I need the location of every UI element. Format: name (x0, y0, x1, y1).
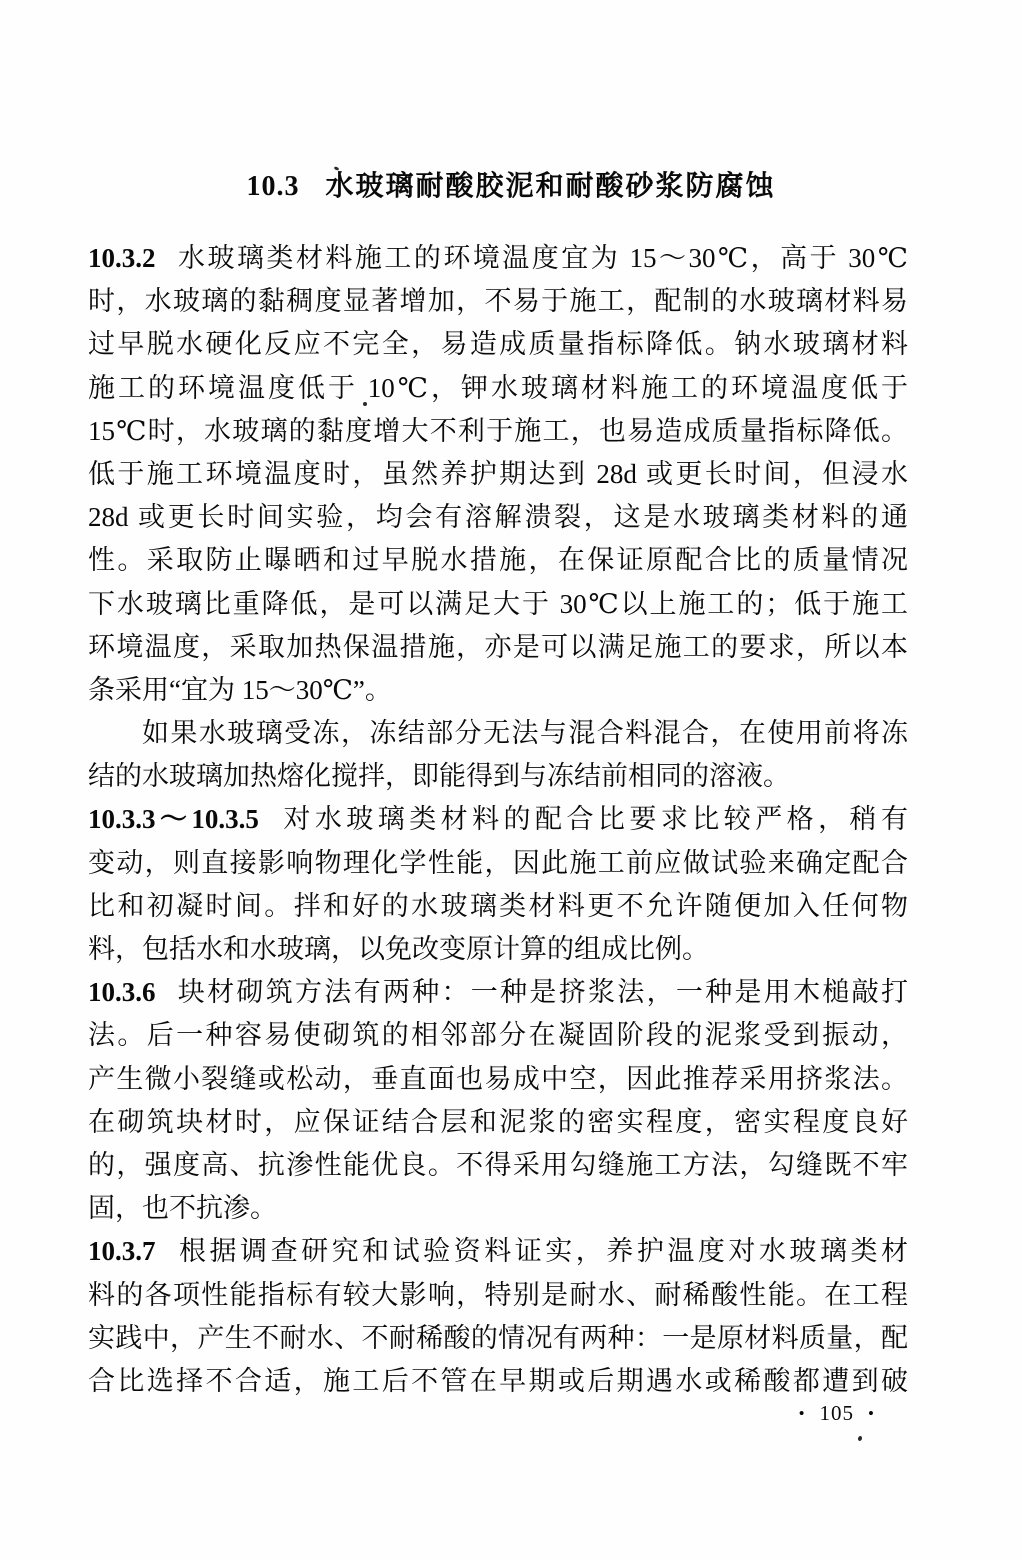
text-line (88, 1014, 908, 1057)
line-text: 性。采取防止曝晒和过早脱水措施，在保证原配合比的质量情况 (88, 545, 908, 576)
text-line (88, 971, 908, 1014)
clause-number: 10.3.3～10.3.5 (88, 804, 259, 835)
line-text: 时，水玻璃的黏稠度显著增加，不易于施工，配制的水玻璃材料易 (88, 286, 908, 317)
line-text: 料的各项性能指标有较大影响，特别是耐水、耐稀酸性能。在工程 (88, 1279, 908, 1310)
text-line (88, 928, 908, 971)
body-text (88, 237, 908, 1403)
line-text: 结的水玻璃加热熔化搅拌，即能得到与冻结前相同的溶液。 (88, 761, 790, 792)
text-line (88, 280, 908, 323)
line-text: 如果水玻璃受冻，冻结部分无法与混合料混合，在使用前将冻 (142, 718, 908, 749)
line-text: 过早脱水硬化反应不完全，易造成质量指标降低。钠水玻璃材料 (88, 329, 908, 360)
line-text: 水玻璃类材料施工的环境温度宜为 15～30℃，高于 30℃ (175, 243, 908, 273)
text-line (88, 496, 908, 539)
line-text: 15℃时，水玻璃的黏度增大不利于施工，也易造成质量指标降低。 (88, 415, 908, 446)
line-text: 实践中，产生不耐水、不耐稀酸的情况有两种：一是原材料质量，配 (88, 1322, 908, 1353)
line-text: 根据调查研究和试验资料证实，养护温度对水玻璃类材 (175, 1236, 908, 1267)
text-line (88, 410, 908, 453)
text-line (88, 798, 908, 841)
line-text: 条采用“宜为 15～30℃”。 (88, 674, 392, 705)
section-number: 10.3 (246, 171, 300, 202)
scan-speck (857, 1435, 862, 1441)
clause-number: 10.3.7 (88, 1236, 156, 1267)
text-line (88, 712, 908, 755)
text-line (88, 323, 908, 366)
page-number: 105 (819, 1401, 855, 1425)
line-text: 环境温度，采取加热保温措施，亦是可以满足施工的要求，所以本 (88, 631, 908, 662)
line-text: 产生微小裂缝或松动，垂直面也易成中空，因此推荐采用挤浆法。 (88, 1063, 908, 1094)
line-text: 固，也不抗渗。 (88, 1193, 277, 1224)
text-line (88, 539, 908, 582)
clause-number: 10.3.2 (88, 243, 156, 273)
text-line (88, 453, 908, 496)
clause-number: 10.3.6 (88, 977, 156, 1008)
text-line (88, 755, 908, 798)
text-line (88, 1230, 908, 1273)
text-line (88, 367, 908, 410)
section-title (0, 168, 1022, 206)
line-text: 法。后一种容易使砌筑的相邻部分在凝固阶段的泥浆受到振动， (88, 1020, 908, 1051)
text-line (88, 885, 908, 928)
line-text: 低于施工环境温度时，虽然养护期达到 28d 或更长时间，但浸水 (88, 458, 908, 489)
page-footer (799, 1398, 875, 1428)
text-line (88, 1274, 908, 1317)
line-text: 对水玻璃类材料的配合比要求比较严格，稍有 (278, 804, 909, 835)
line-text: 比和初凝时间。拌和好的水玻璃类材料更不允许随便加入任何物 (88, 890, 908, 921)
line-text: 块材砌筑方法有两种：一种是挤浆法，一种是用木槌敲打 (175, 977, 908, 1008)
line-text: 28d 或更长时间实验，均会有溶解溃裂，这是水玻璃类材料的通 (88, 502, 908, 533)
text-line (88, 1360, 908, 1403)
text-line (88, 842, 908, 885)
text-line (88, 1058, 908, 1101)
text-line (88, 1144, 908, 1187)
text-line (88, 1317, 908, 1360)
text-line (88, 626, 908, 669)
text-line (88, 669, 908, 712)
line-text: 的，强度高、抗渗性能优良。不得采用勾缝施工方法，勾缝既不牢 (88, 1149, 908, 1180)
line-text: 料，包括水和水玻璃，以免改变原计算的组成比例。 (88, 934, 709, 964)
text-line (88, 1101, 908, 1144)
line-text: 施工的环境温度低于 10℃，钾水玻璃材料施工的环境温度低于 (88, 372, 908, 403)
line-text: 合比选择不合适，施工后不管在早期或后期遇水或稀酸都遭到破 (88, 1365, 908, 1396)
line-text: 下水玻璃比重降低，是可以满足大于 30℃以上施工的；低于施工 (88, 588, 908, 619)
footer-bullet: • (798, 1404, 806, 1423)
line-text: 在砌筑块材时，应保证结合层和泥浆的密实程度，密实程度良好 (88, 1106, 908, 1137)
text-line (88, 583, 908, 626)
section-title-text: 水玻璃耐酸胶泥和耐酸砂浆防腐蚀 (325, 171, 776, 202)
line-text: 变动，则直接影响物理化学性能，因此施工前应做试验来确定配合 (88, 847, 908, 878)
text-line (88, 237, 908, 280)
footer-bullet: • (868, 1404, 875, 1423)
text-line (88, 1187, 908, 1230)
